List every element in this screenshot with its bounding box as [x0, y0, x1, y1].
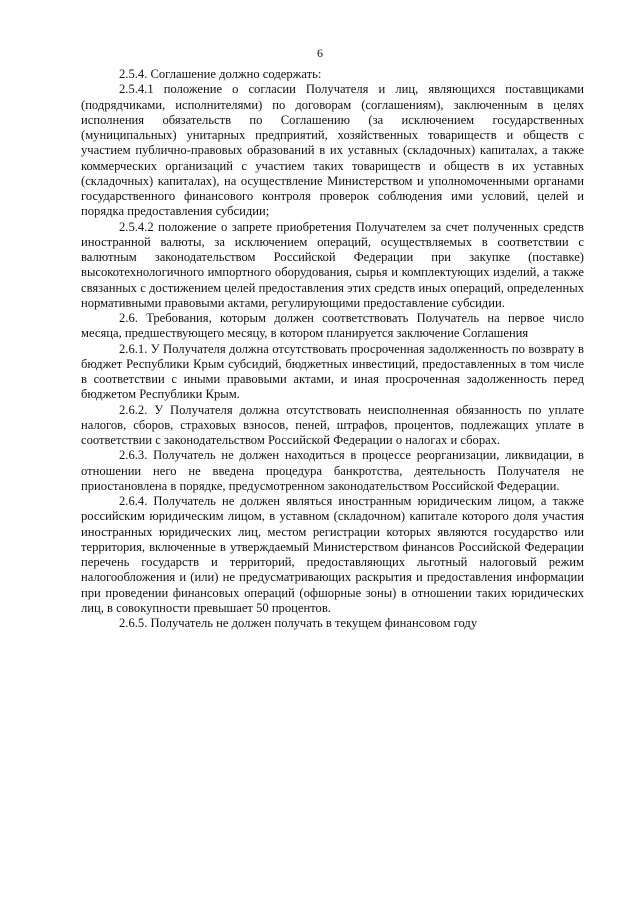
- paragraph-2-6: 2.6. Требования, которым должен соответствовать Получатель на первое число месяца, предшествующего месяцу, в котором планируется заключение Соглашения: [81, 311, 584, 341]
- paragraph-2-6-3: 2.6.3. Получатель не должен находиться в процессе реорганизации, ликвидации, в отношении него не введена процедура банкротства, деятельность Получателя не приостановлена в порядке, предусмотренном законодательством Российской Федерации.: [81, 448, 584, 493]
- paragraph-2-6-2: 2.6.2. У Получателя должна отсутствовать неисполненная обязанность по уплате налогов, сборов, страховых взносов, пеней, штрафов, процентов, подлежащих уплате в соответствии с законодательством Российской Федерации о налогах и сборах.: [81, 402, 584, 447]
- paragraph-2-5-4-2: 2.5.4.2 положение о запрете приобретения Получателем за счет полученных средств иностранной валюты, за исключением операций, осуществляемых в соответствии с валютным законодательством Российской Федерации при закупке (поставке) высокотехнологичного импортного оборудования, сырья и комплектующих изделий, а также связанных с достижением целей предоставления этих средств иных операций, определенных нормативными правовыми актами, регулирующими предоставление субсидии.: [81, 219, 584, 310]
- page-number: 6: [317, 46, 323, 60]
- paragraph-2-5-4-1: 2.5.4.1 положение о согласии Получателя и лиц, являющихся поставщиками (подрядчиками, исполнителями) по договорам (соглашениям), заключенным в целях исполнения обязательств по Соглашению (за исключением государственных (муниципальных) унитарных предприятий, хозяйственных товариществ и обществ с участием публично-правовых образований в их уставных (складочных) капиталах, а также коммерческих организаций с участием таких товариществ и обществ в их уставных (складочных) капиталах), на осуществление Министерством и уполномоченными органами государственного финансового контроля проверок соблюдения ими условий, целей и порядка предоставления субсидии;: [81, 82, 584, 219]
- paragraph-2-5-4: 2.5.4. Соглашение должно содержать:: [119, 67, 322, 81]
- paragraph-2-6-5: 2.6.5. Получатель не должен получать в текущем финансовом году: [119, 616, 478, 630]
- document-body: [81, 67, 584, 631]
- paragraph-2-6-1: 2.6.1. У Получателя должна отсутствовать просроченная задолженность по возврату в бюджет Республики Крым субсидий, бюджетных инвестиций, предоставленных в том числе в соответствии с иными правовыми актами, и иная просроченная задолженность перед бюджетом Республики Крым.: [81, 341, 584, 402]
- paragraph-2-6-4: 2.6.4. Получатель не должен являться иностранным юридическим лицом, а также российским юридическим лицом, в уставном (складочном) капитале которого доля участия иностранных юридических лиц, местом регистрации которых являются государство или территория, включенные в утверждаемый Министерством финансов Российской Федерации перечень государств и территорий, предоставляющих льготный налоговый режим налогообложения и (или) не предусматривающих раскрытия и предоставления информации при проведении финансовых операций (офшорные зоны) в отношении таких юридических лиц, в совокупности превышает 50 процентов.: [81, 494, 584, 615]
